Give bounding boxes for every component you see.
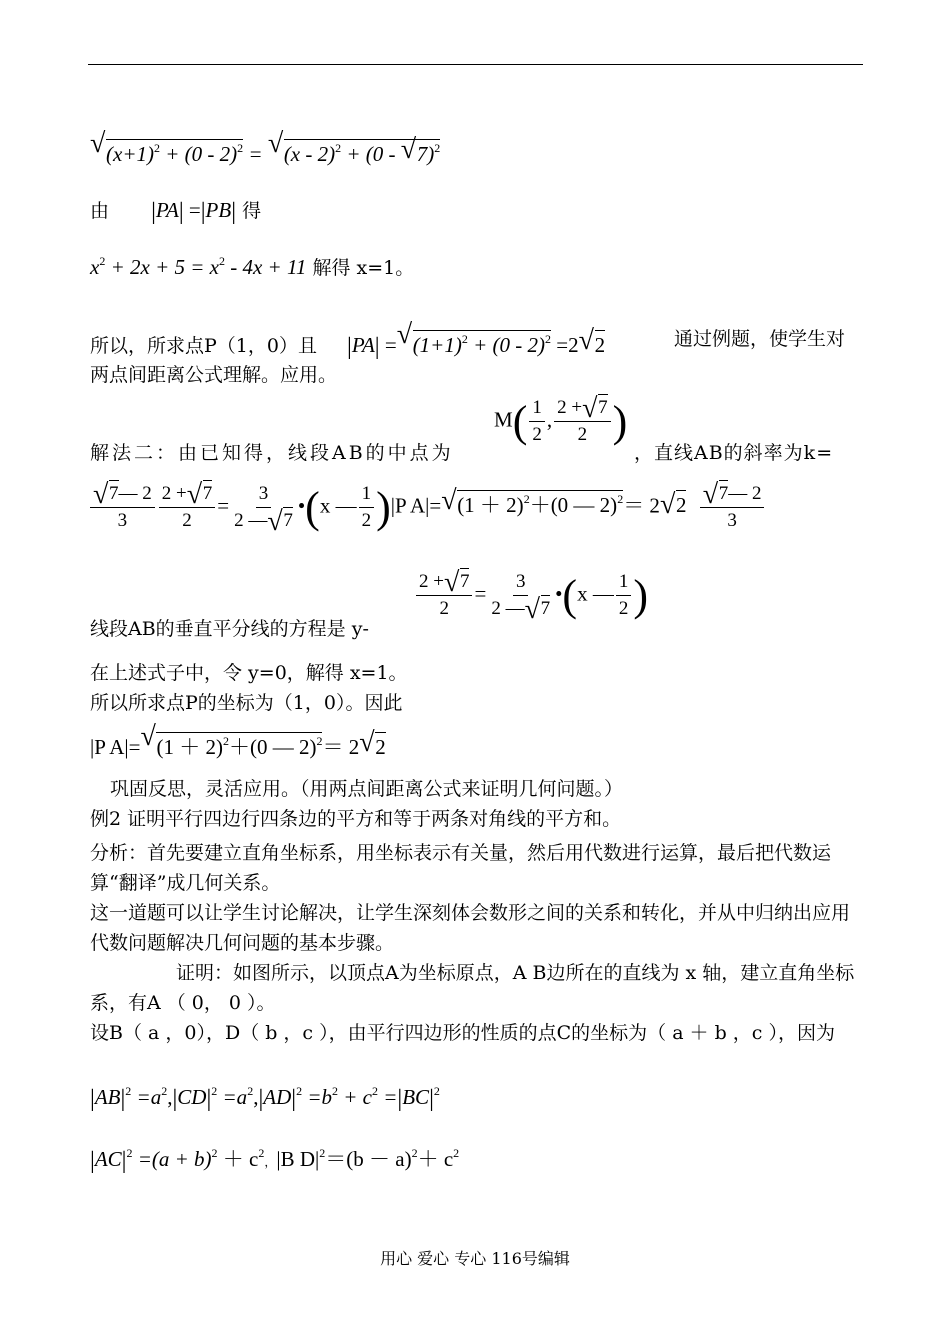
paragraph-let-y-zero: 在上述式子中，令 y=0，解得 x=1。 (90, 662, 408, 684)
paragraph-consolidate: 巩固反思，灵活应用。（用两点间距离公式来证明几何问题。） (110, 778, 624, 800)
paragraph-example-2: 例2 证明平行四边行四条边的平方和等于两条对角线的平方和。 (90, 808, 622, 830)
paragraph-discussion: 这一道题可以让学生讨论解决，让学生深刻体会数形之间的关系和转化，并从中归纳出应用代数问题解决几何问题的基本步骤。 (90, 902, 851, 954)
paragraph-point-p-cont: 两点间距离公式理解。应用。 (90, 364, 338, 386)
perpendicular-bisector-lead: 线段AB的垂直平分线的方程是 y- (90, 618, 369, 640)
paragraph-coordinates-p: 所以所求点P的坐标为（1，0）。因此 (90, 692, 403, 714)
paragraph-method-two: 解法二：由已知得，线段AB的中点为 (90, 442, 454, 464)
page-footer: 用心 爱心 专心 116号编辑 (380, 1249, 570, 1268)
equation-pa-equals-pb: 由 |PA| =|PB| 得 (90, 198, 262, 225)
equation-solve-x: $x^2 + 2x + 5 = x^2 - 4x + 11$ 解得 x=1。 (90, 254, 415, 279)
header-rule (88, 64, 863, 65)
slope-and-distance-formula: √ $\frac{7— 2}{3}$ $\frac{2 +√ 7}{2}$ = $\frac{3}{2 —√ 7}$ •(x — $\frac{1}{2}$ )|P A|=√ $(1 + 2)^2+(0$ — 2)$^2$＝ 2√ 2 √ $\frac{7— 2}{3}$ (88, 482, 766, 533)
equation-diagonal-squares: $|AC|^2 =(a + b)^2 + c^2$，|B $D|^2=(b - a)^2+ c^2$ (90, 1146, 460, 1174)
paragraph-point-p: 所以，所求点P（1，0）且 |PA| =√ $(1+1)^2 + (0 - 2)^2 =2√$ 2 通过例题，使学生对 (90, 326, 605, 360)
paragraph-analysis: 分析：首先要建立直角坐标系，用坐标表示有关量，然后用代数进行运算，最后把代数运算“翻译”成几何关系。 (90, 842, 832, 894)
equation-distance-equality: √ $(x+1)^2 + (0 - 2)^2$ = √ (x - 2)$^2$ + (0 - √ 7)$^2$ (90, 135, 440, 167)
midpoint-m-formula: M( $\frac{1}{2}$ , $\frac{2 +√ 7}{2}$ ) (494, 396, 627, 447)
distance-pa-result: |P A|=√ $(1 + 2)^2+(0$ — 2)$^2$＝ 2√ 2 (90, 728, 386, 760)
equation-side-squares: $|AB|^2 =a^2,|CD|^2 =a^2,|AD|^2 =b^2 + c^2 =|BC|^2$ (90, 1084, 440, 1112)
slope-lead: ，直线AB的斜率为k= (634, 442, 834, 464)
paragraph-proof: 证明：如图所示，以顶点A为坐标原点，A B边所在的直线为 x 轴，建立直角坐标系，有A （ 0， 0 ）。 (90, 962, 855, 1014)
perpendicular-bisector-formula: $\frac{2 +√ 7}{2}$ = $\frac{3}{2 —√ 7}$ •(x — $\frac{1}{2}$ ) (414, 570, 648, 621)
paragraph-set-points: 设B（ a ，0），D（ b ，c ），由平行四边形的性质的点C的坐标为（ a ＋ b ，c ），因为 (90, 1022, 835, 1044)
